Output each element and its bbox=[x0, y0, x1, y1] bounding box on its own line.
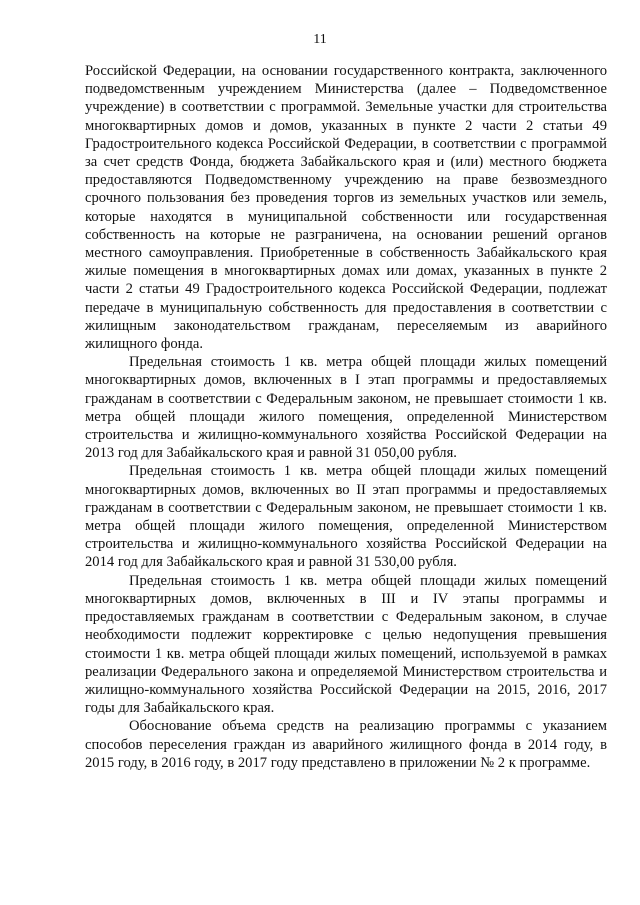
document-body bbox=[85, 62, 607, 772]
page-number: 11 bbox=[313, 32, 327, 47]
paragraph-continuation: Российской Федерации, на основании государственного контракта, заключенного подведомственным учреждением Министерства (далее – Подведомственное учреждение) в соответствии с программой. Земельные участки для строительства многоквартирных домов и домов, указанных в пункте 2 части 2 статьи 49 Градостроительного кодекса Российской Федерации, в соответствии с программой за счет средств Фонда, бюджета Забайкальского края и (или) местного бюджета предоставляются Подведомственному учреждению на праве безвозмездного срочного пользования без проведения торгов из земельных участков или земель, которые находятся в муниципальной собственности или государственная собственность на которые не разграничена, на основании решений органов местного самоуправления. Приобретенные в собственность Забайкальского края жилые помещения в многоквартирных домах или домах, указанных в пункте 2 части 2 статьи 49 Градостроительного кодекса Российской Федерации, подлежат передаче в муниципальную собственность для предоставления в соответствии с жилищным законодательством гражданам, переселяемым из аварийного жилищного фонда. bbox=[85, 63, 607, 353]
paragraph-price-stages-3-4: Предельная стоимость 1 кв. метра общей площади жилых помещений многоквартирных домов, включенных в III и IV этапы программы и предоставляемых гражданам в соответствии с Федеральным законом, в случае необходимости подлежит корректировке с целью недопущения превышения стоимости 1 кв. метра общей площади жилых помещений, используемой в рамках реализации Федерального закона и определяемой Министерством строительства и жилищно-коммунального хозяйства Российской Федерации на 2015, 2016, 2017 годы для Забайкальского края. bbox=[85, 572, 607, 717]
paragraph-price-stage-1: Предельная стоимость 1 кв. метра общей площади жилых помещений многоквартирных домов, включенных в I этап программы и предоставляемых гражданам в соответствии с Федеральным законом, не превышает стоимости 1 кв. метра общей площади жилого помещения, определенной Министерством строительства и жилищно-коммунального хозяйства Российской Федерации на 2013 год для Забайкальского края и равной 31 050,00 рубля. bbox=[85, 354, 607, 462]
paragraph-price-stage-2: Предельная стоимость 1 кв. метра общей площади жилых помещений многоквартирных домов, включенных во II этап программы и предоставляемых гражданам в соответствии с Федеральным законом, не превышает стоимости 1 кв. метра общей площади жилого помещения, определенной Министерством строительства и жилищно-коммунального хозяйства Российской Федерации на 2014 год для Забайкальского края и равной 31 530,00 рубля. bbox=[85, 463, 607, 571]
paragraph-funding-justification: Обоснование объема средств на реализацию программы с указанием способов переселения граждан из аварийного жилищного фонда в 2014 году, в 2015 году, в 2016 году, в 2017 году представлено в приложении № 2 к программе. bbox=[85, 718, 607, 771]
